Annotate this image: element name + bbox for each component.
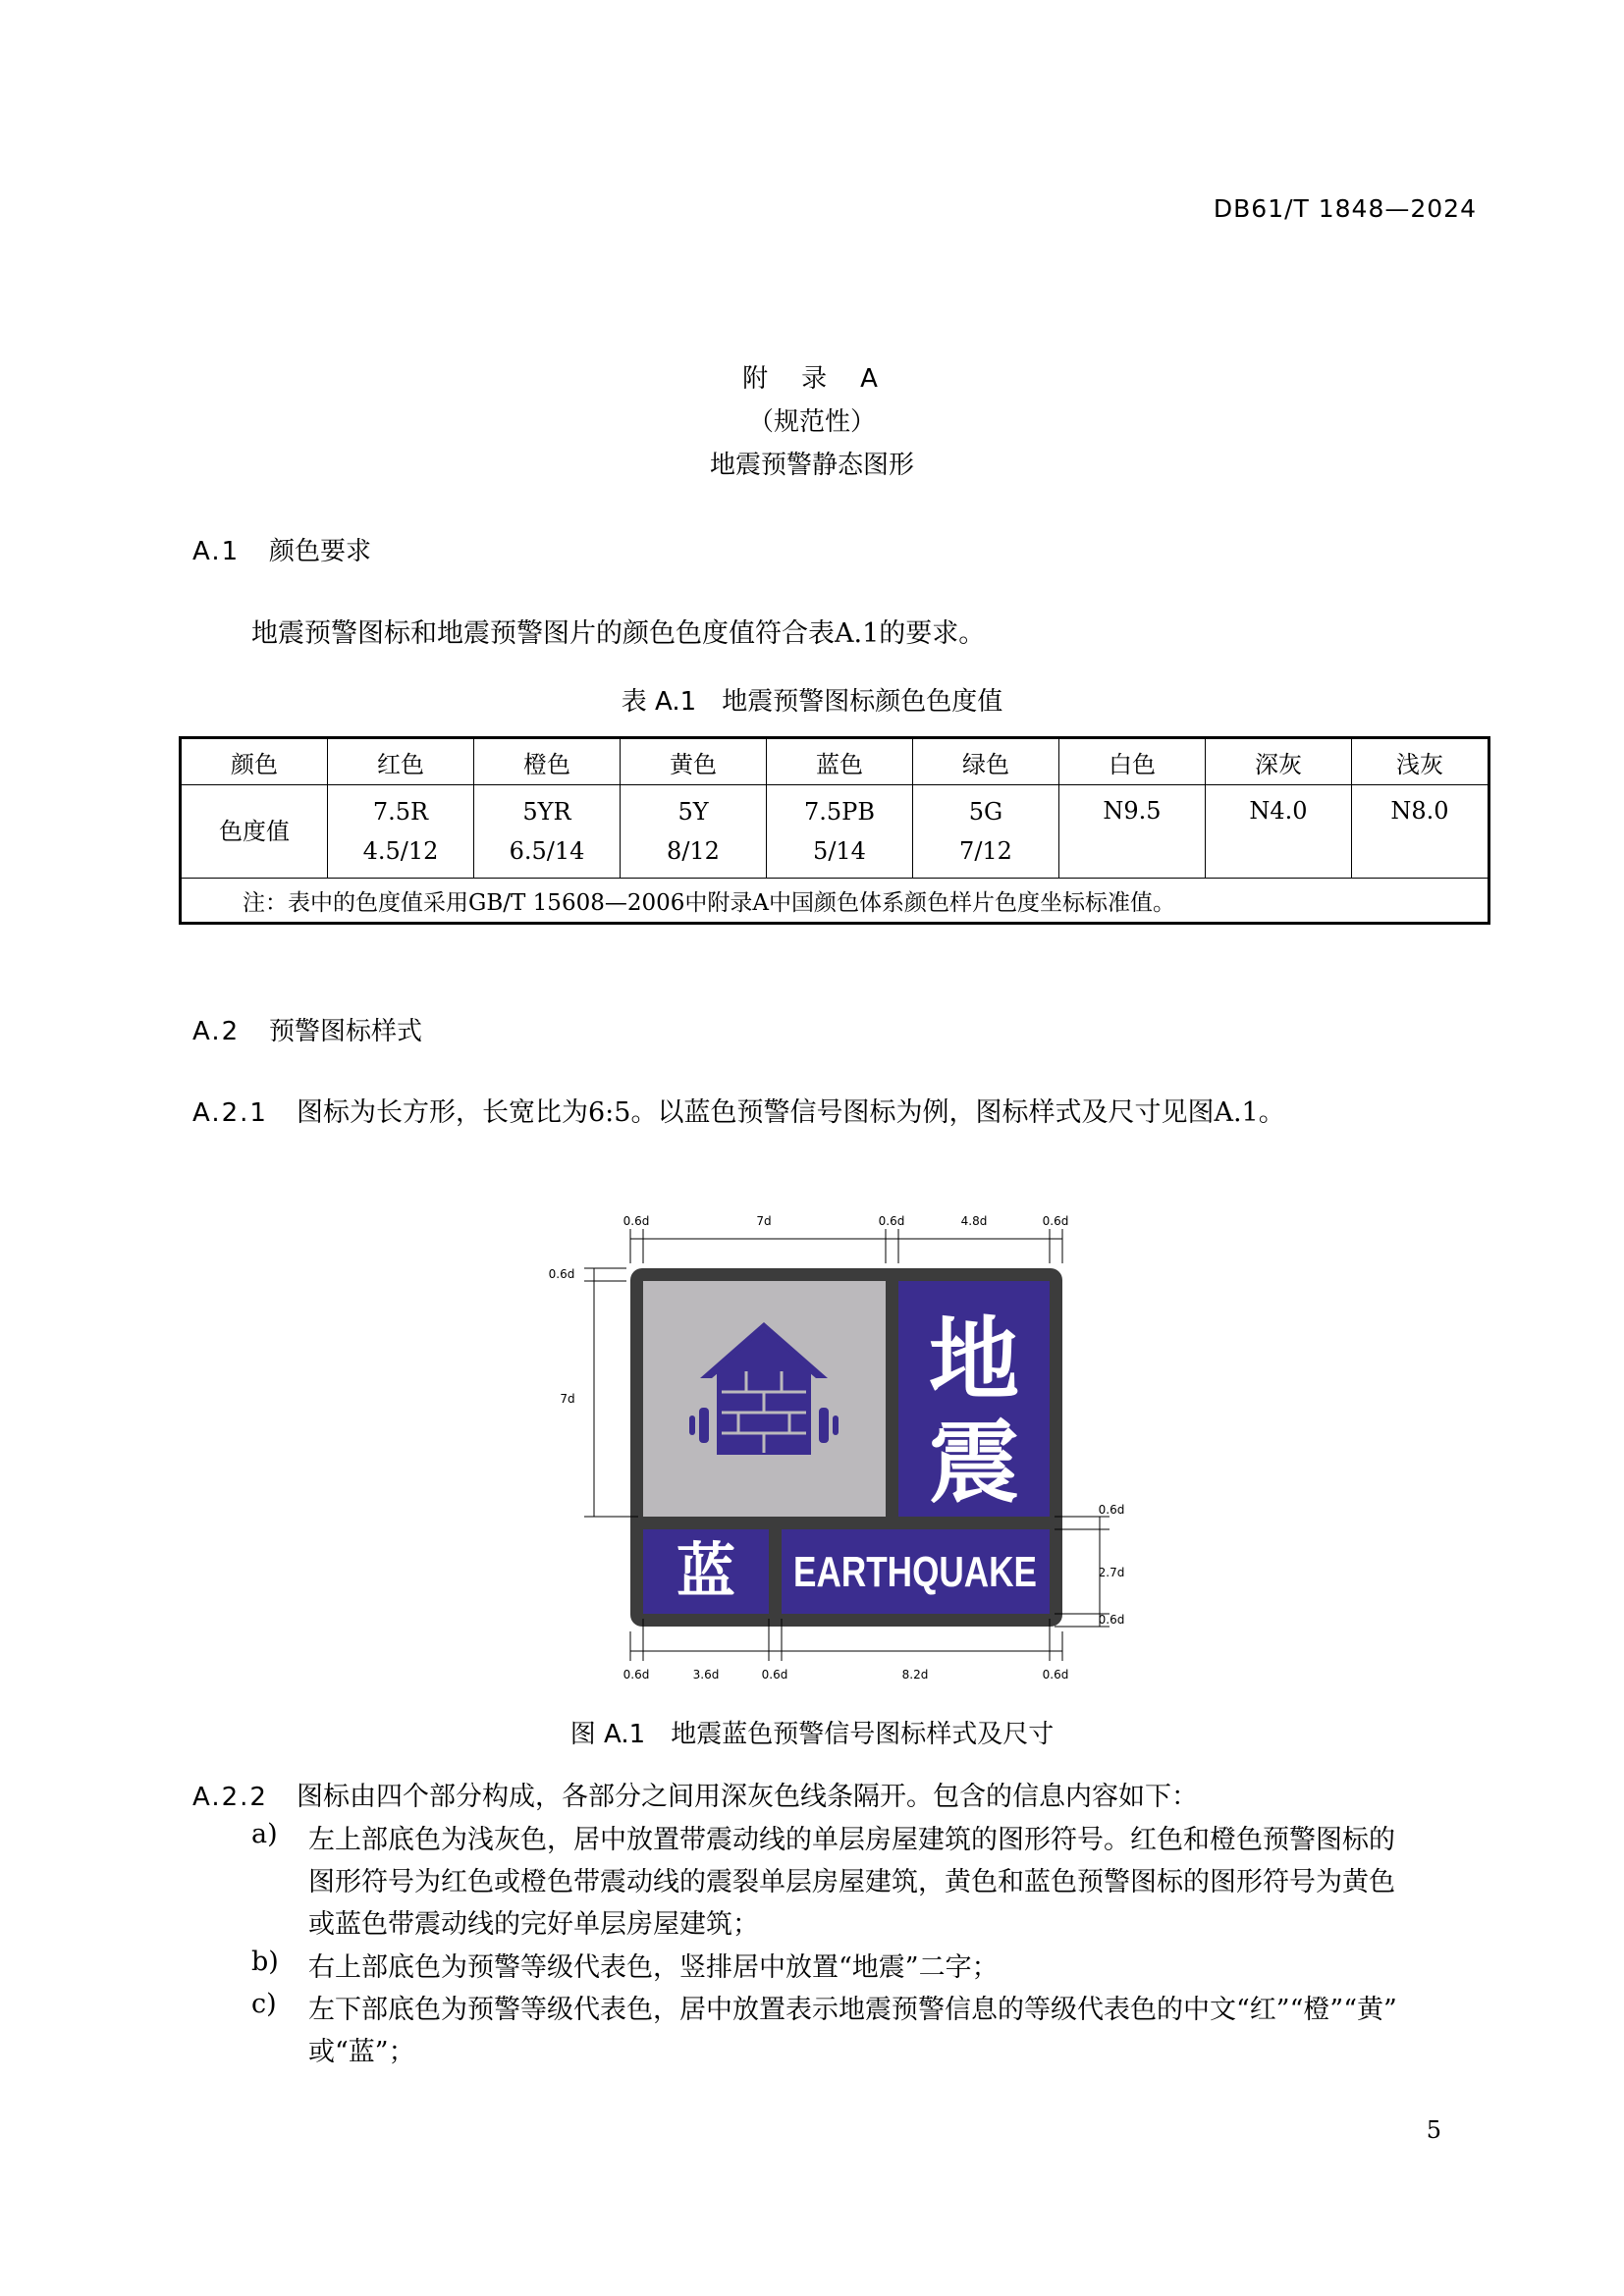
clause-a22 xyxy=(192,1777,1198,1818)
dim-label: 0.6d xyxy=(548,1267,575,1281)
table-cell xyxy=(1352,785,1489,879)
dim-label: 4.8d xyxy=(960,1214,988,1228)
section-title: 颜色要求 xyxy=(269,537,372,566)
table-header-cell: 红色 xyxy=(328,738,474,785)
table-cell xyxy=(1206,785,1352,879)
clause-text: 图标由四个部分构成，各部分之间用深灰色线条隔开。包含的信息内容如下： xyxy=(297,1782,1198,1812)
dim-label: 7d xyxy=(560,1392,575,1406)
table-header-cell: 深灰 xyxy=(1206,738,1352,785)
table-note-row xyxy=(181,879,1489,924)
dim-label: 0.6d xyxy=(1042,1668,1069,1682)
table-row xyxy=(181,785,1489,879)
chroma-hue: N9.5 xyxy=(1103,797,1162,825)
table-header-row xyxy=(181,738,1489,785)
dim-label: 0.6d xyxy=(1042,1214,1069,1228)
chroma-value: 5/14 xyxy=(813,837,866,865)
appendix-name: 地震预警静态图形 xyxy=(709,451,914,480)
table-header-cell: 绿色 xyxy=(913,738,1059,785)
list-line: 左上部底色为浅灰色，居中放置带震动线的单层房屋建筑的图形符号。红色和橙色预警图标的 xyxy=(308,1825,1395,1855)
dim-label: 0.6d xyxy=(878,1214,905,1228)
chroma-value: 4.5/12 xyxy=(362,837,439,865)
table-note: 注：表中的色度值采用GB/T 15608—2006中附录A中国颜色体系颜色样片色度坐标标准值。 xyxy=(181,879,1489,924)
chroma-value: 6.5/14 xyxy=(509,837,585,865)
table-header-cell: 橙色 xyxy=(474,738,621,785)
list-line: 图形符号为红色或橙色带震动线的震裂单层房屋建筑，黄色和蓝色预警图标的图形符号为黄色 xyxy=(308,1867,1395,1897)
list-line: 或“蓝”； xyxy=(308,2037,415,2067)
chroma-hue: N8.0 xyxy=(1390,797,1449,825)
appendix-nature: （规范性） xyxy=(747,407,876,437)
table-header-cell: 白色 xyxy=(1059,738,1206,785)
chroma-value: 7/12 xyxy=(959,837,1012,865)
table-header-cell: 颜色 xyxy=(181,738,328,785)
clause-number: A.2.2 xyxy=(192,1783,268,1812)
section-number: A.1 xyxy=(192,537,241,566)
table-cell xyxy=(621,785,767,879)
icon-text-zhen: 震 xyxy=(928,1411,1020,1516)
clause-a21 xyxy=(192,1093,1285,1134)
chroma-value: 8/12 xyxy=(667,837,720,865)
table-header-cell: 浅灰 xyxy=(1352,738,1489,785)
table-caption: 表 A.1 地震预警图标颜色色度值 xyxy=(621,687,1003,717)
chroma-hue: 5G xyxy=(968,798,1003,826)
list-item-c xyxy=(308,1989,1479,2073)
list-item-a xyxy=(308,1819,1479,1946)
section-number: A.2 xyxy=(192,1017,241,1046)
document-code: DB61/T 1848—2024 xyxy=(1213,194,1477,223)
icon-level-char: 蓝 xyxy=(677,1537,735,1606)
chroma-hue: 5Y xyxy=(677,798,709,826)
table-row-label: 色度值 xyxy=(181,785,328,879)
list-label-a: a) xyxy=(251,1819,278,1849)
clause-text: 图标为长方形，长宽比为6:5。以蓝色预警信号图标为例，图标样式及尺寸见图A.1。 xyxy=(297,1097,1285,1128)
chroma-hue: 5YR xyxy=(522,798,571,826)
list-line: 左下部底色为预警等级代表色，居中放置表示地震预警信息的等级代表色的中文“红”“橙”“黄” xyxy=(308,1995,1397,2025)
color-chroma-table xyxy=(179,736,1490,925)
section-a1-heading xyxy=(192,531,371,567)
figure-caption: 图 A.1 地震蓝色预警信号图标样式及尺寸 xyxy=(569,1720,1055,1749)
dim-label: 0.6d xyxy=(623,1668,650,1682)
table-header-cell: 蓝色 xyxy=(767,738,913,785)
table-cell xyxy=(474,785,621,879)
chroma-hue: N4.0 xyxy=(1249,797,1308,825)
dim-label: 0.6d xyxy=(1098,1503,1125,1517)
list-label-c: c) xyxy=(251,1989,277,2019)
dim-label: 2.7d xyxy=(1098,1566,1125,1579)
table-header-cell: 黄色 xyxy=(621,738,767,785)
list-label-b: b) xyxy=(251,1947,279,1977)
page-number: 5 xyxy=(1426,2116,1441,2144)
icon-text-di: 地 xyxy=(928,1308,1020,1413)
table-cell xyxy=(767,785,913,879)
section-a1-intro: 地震预警图标和地震预警图片的颜色色度值符合表A.1的要求。 xyxy=(251,618,986,649)
dim-label: 7d xyxy=(756,1214,772,1228)
chroma-hue: 7.5PB xyxy=(804,798,875,826)
dim-label: 3.6d xyxy=(692,1668,720,1682)
chroma-hue: 7.5R xyxy=(372,798,429,826)
table-cell xyxy=(328,785,474,879)
earthquake-icon-figure xyxy=(530,1200,1125,1690)
list-line: 右上部底色为预警等级代表色，竖排居中放置“地震”二字； xyxy=(308,1952,999,1983)
clause-number: A.2.1 xyxy=(192,1098,268,1128)
dim-label: 8.2d xyxy=(901,1668,929,1682)
table-cell xyxy=(913,785,1059,879)
icon-english-text: EARTHQUAKE xyxy=(793,1548,1037,1596)
dim-label: 0.6d xyxy=(761,1668,788,1682)
section-title: 预警图标样式 xyxy=(269,1017,423,1046)
list-line: 或蓝色带震动线的完好单层房屋建筑； xyxy=(308,1909,759,1940)
appendix-title: 附 录 A xyxy=(742,364,882,394)
dim-label: 0.6d xyxy=(1098,1613,1125,1627)
list-item-b xyxy=(308,1947,1479,1989)
dim-label: 0.6d xyxy=(623,1214,650,1228)
table-cell xyxy=(1059,785,1206,879)
section-a2-heading xyxy=(192,1011,422,1047)
